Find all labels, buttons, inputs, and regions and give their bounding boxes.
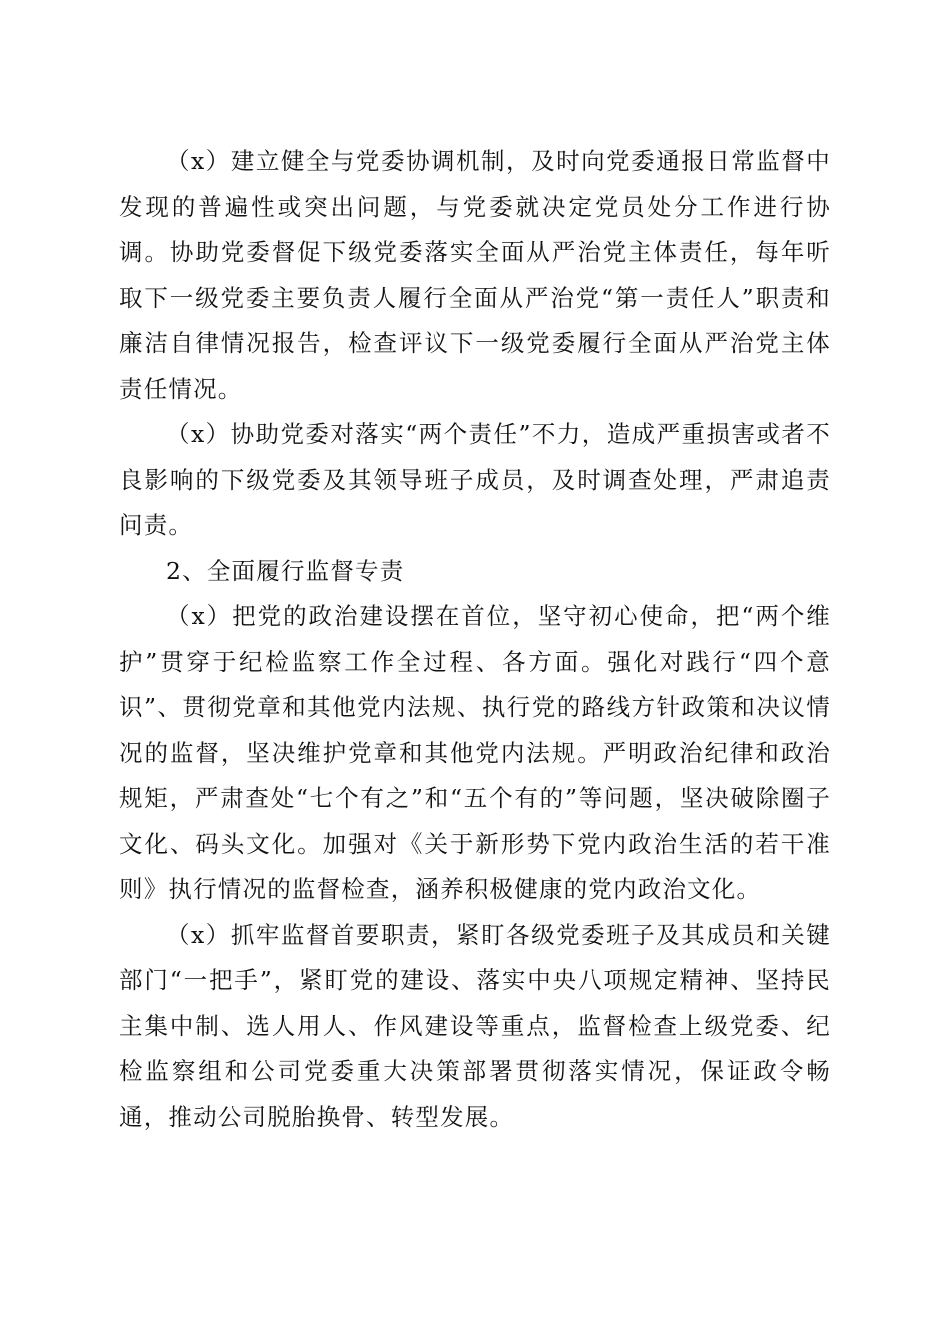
paragraph-supervision-duty: （x）抓牢监督首要职责，紧盯各级党委班子及其成员和关键部门“一把手”，紧盯党的建设、落实中央八项规定精神、坚持民主集中制、选人用人、作风建设等重点，监督检查上级党委、纪检监察组和公司党委重大决策部署贯彻落实情况，保证政令畅通，推动公司脱胎换骨、转型发展。 bbox=[119, 920, 831, 1131]
paragraph-party-coordination: （x）建立健全与党委协调机制，及时向党委通报日常监督中发现的普遍性或突出问题，与党委就决定党员处分工作进行协调。协助党委督促下级党委落实全面从严治党主体责任，每年听取下一级党委主要负责人履行全面从严治党“第一责任人”职责和廉洁自律情况报告，检查评议下一级党委履行全面从严治党主体责任情况。 bbox=[119, 147, 831, 403]
paragraph-two-responsibilities: （x）协助党委对落实“两个责任”不力，造成严重损害或者不良影响的下级党委及其领导班子成员，及时调查处理，严肃追责问责。 bbox=[119, 420, 831, 539]
paragraph-political-construction: （x）把党的政治建设摆在首位，坚守初心使命，把“两个维护”贯穿于纪检监察工作全过程、各方面。强化对践行“四个意识”、贯彻党章和其他党内法规、执行党的路线方针政策和决议情况的监督，坚决维护党章和其他党内法规。严明政治纪律和政治规矩，严肃查处“七个有之”和“五个有的”等问题，坚决破除圈子文化、码头文化。加强对《关于新形势下党内政治生活的若干准则》执行情况的监督检查，涵养积极健康的党内政治文化。 bbox=[119, 602, 831, 903]
document-body bbox=[119, 139, 831, 1140]
section-heading-supervision: 2、全面履行监督专责 bbox=[166, 556, 405, 585]
